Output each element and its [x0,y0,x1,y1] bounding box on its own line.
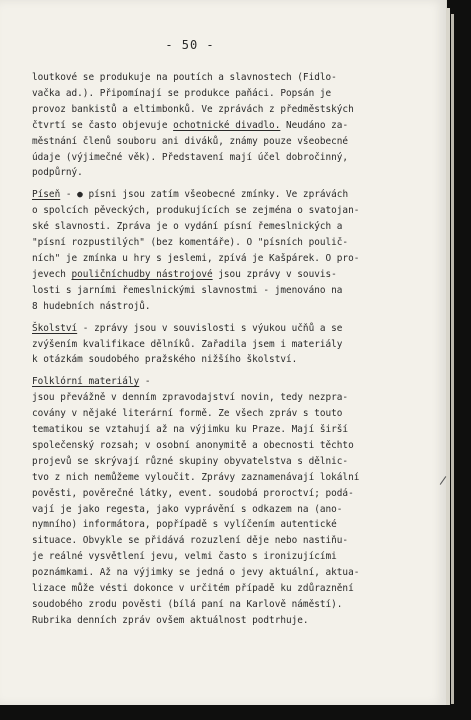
line-text: pověsti, pověrečné látky, event. soudobá proroctví; podá- [32,487,354,499]
line-text: Rubrika denních zpráv ovšem aktuálnost podtrhuje. [32,614,309,626]
text-line [32,150,427,166]
line-text: provoz bankistů a eltimbonků. Ve zprávách z předměstských [32,103,354,115]
text-line [32,613,427,629]
underlined-heading: pouličníchudby nástrojové [71,268,213,280]
line-text: situace. Obvykle se přidává rozuzlení děje nebo nastiňu- [32,535,349,547]
line-text: ské slavnosti. Zpráva je o vydání písní řemeslnických a [32,221,343,233]
line-text: poznámkami. Až na výjimky se jedná o jevy aktuální, aktua- [32,567,360,579]
text-line [32,581,427,597]
line-text: tematikou se vztahují až na výjimku ku Praze. Mají širší [32,424,349,436]
text-line [32,454,427,470]
line-text: projevů se skrývají různé skupiny obyvatelstva s dělnic- [32,455,349,467]
paragraph [32,70,427,181]
text-line [32,118,427,134]
line-text: o spolcích pěveckých, produkujících se zejména o svatojan- [32,205,360,217]
text-line [32,337,427,353]
line-text: podpůrný. [32,167,83,179]
line-text: nymního) informátora, popřípadě s vylíčením autentické [32,519,337,531]
paragraph [32,187,427,314]
text-line [32,70,427,86]
line-text: jevech [32,268,72,280]
text-line [32,203,427,219]
line-text: vají je jako regesta, jako vyprávění s odkazem na (ano- [32,503,343,515]
text-line [32,565,427,581]
text-line [32,597,427,613]
text-line [32,470,427,486]
line-text: soudobého zrodu pověsti (bílá paní na Karlově náměstí). [32,599,343,610]
page-edge [446,8,450,705]
text-line [32,134,427,150]
line-text: losti s jarními řemeslnickými slavnostmi - jmenováno na [32,284,343,296]
text-line [32,422,427,438]
line-text: tvo z nich nemůžeme vyloučit. Zprávy zaznamenávají lokální [32,471,360,483]
line-text: lizace může vésti dokonce v určitém případě ku zdůraznění [32,583,354,595]
page-number: - 50 - [165,38,215,52]
line-text: jsou zprávy v souvis- [212,268,337,280]
underlined-heading: Školství [32,322,78,334]
text-line [32,438,427,454]
text-line [32,235,427,251]
text-line [32,374,427,390]
line-text: městnání členů souboru ani diváků, známy pouze všeobecné [32,135,349,147]
text-line [32,283,427,299]
text-line [32,102,427,118]
line-text: - ● písni jsou zatím všeobecné zmínky. Ve zprávách [60,189,349,201]
text-line [32,321,427,337]
text-line [32,267,427,283]
paragraph [32,321,427,369]
text-line [32,86,427,102]
line-text: společenský rozsah; v osobní anonymitě a obecnosti těchto [32,439,354,451]
text-line [32,406,427,422]
line-text: vačka ad.). Připomínají se produkce paňáci. Popsán je [32,87,332,99]
text-line [32,352,427,368]
paragraph [32,374,427,629]
line-text: čtvrtí se často objevuje [32,119,174,131]
text-line [32,549,427,565]
line-text: - [139,376,151,388]
text-line [32,486,427,502]
line-text: jsou převážně v denním zpravodajství novin, tedy nezpra- [32,392,349,404]
text-line [32,502,427,518]
line-text: ních" je zmínka u hry s jeslemi, zpívá je Kašpárek. O pro- [32,252,360,264]
line-text: - zprávy jsou v souvislosti s výukou učňů a se [77,322,343,334]
text-line [32,517,427,533]
text-line [32,390,427,406]
line-text: k otázkám soudobého pražského nižšího školství. [32,354,298,366]
text-line [32,251,427,267]
line-text: je reálné vysvětlení jevu, velmi často s ironizujícími [32,551,337,563]
text-line [32,187,427,203]
line-text: "písní rozpustilých" (bez komentáře). O "písních poulič- [32,237,349,249]
line-text: loutkové se produkuje na poutích a slavnostech (Fidlo- [32,72,337,83]
text-line [32,165,427,181]
line-text: 8 hudebních nástrojů. [32,300,151,312]
page-edge-shadow [451,14,454,704]
text-line [32,533,427,549]
text-line [32,299,427,315]
body-text [32,70,427,635]
underlined-heading: ochotnické divadlo. [173,119,281,131]
line-text: údaje (výjimečné věk). Představení mají účel dobročinný, [32,151,349,163]
line-text: covány v nějaké literární formě. Ze všech zpráv s touto [32,408,343,420]
underlined-heading: Folklórní materiály [32,376,140,388]
line-text: zvýšením kvalifikace dělníků. Zařadila jsem i materiály [32,338,343,350]
text-line [32,219,427,235]
underlined-heading: Píseň [32,189,61,201]
line-text: Neudáno za- [280,119,349,131]
